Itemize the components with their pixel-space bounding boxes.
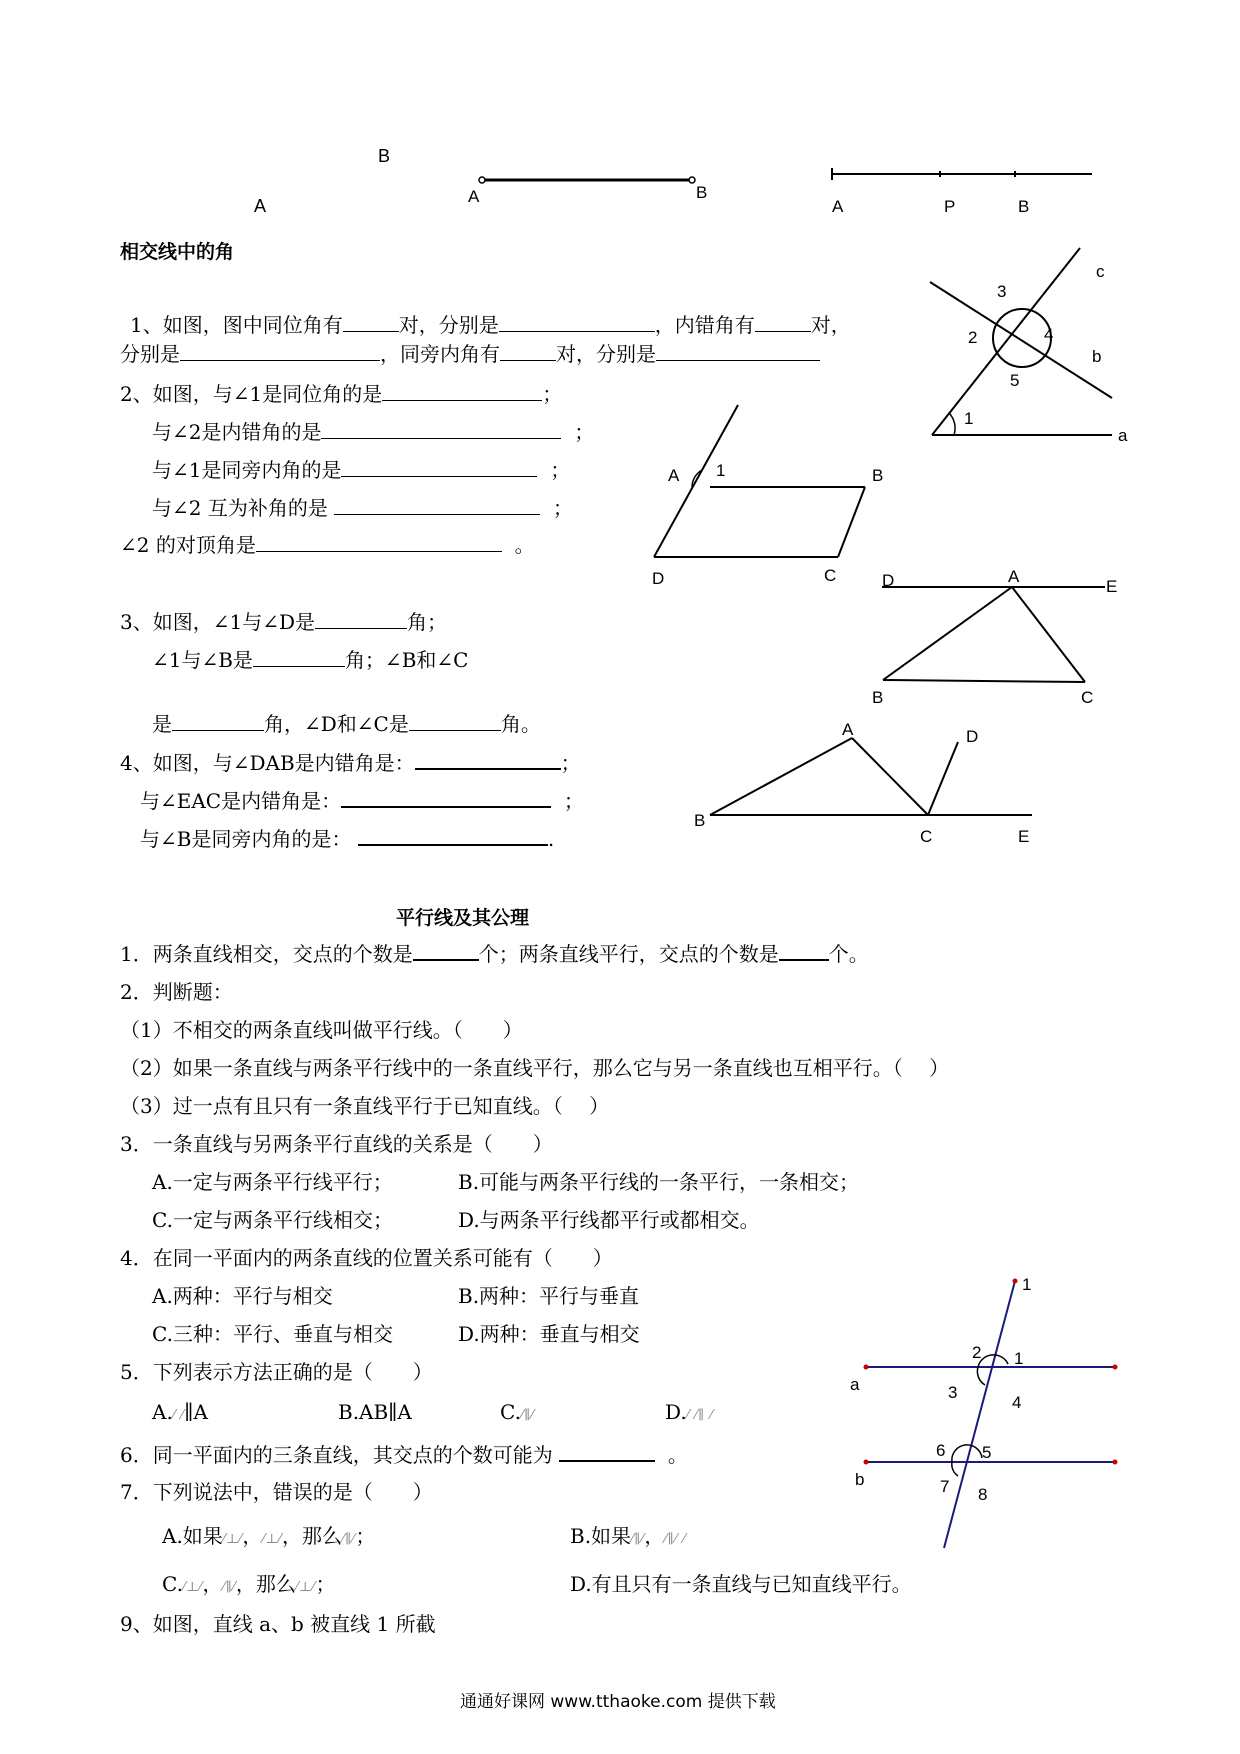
p7-c-text-1: C. xyxy=(162,1572,183,1596)
q3-text-7: 角。 xyxy=(500,712,541,736)
q2-end-4: ； xyxy=(552,496,573,520)
fig3-label-c: C xyxy=(1081,688,1094,707)
p-question-5: 5．下列表示方法正确的是（ ） xyxy=(120,1360,433,1384)
label-a: A xyxy=(254,196,267,216)
line-label-b: B xyxy=(1018,197,1030,216)
p7-a-formula-1: ⁄⊥⁄ xyxy=(222,1532,243,1547)
p1-text-a: 1．两条直线相交，交点的个数是 xyxy=(120,942,413,966)
fig4-label-c: C xyxy=(920,827,933,846)
p5-a-formula-image: ⁄ ⁄ xyxy=(172,1408,185,1423)
p-question-5-option-b[interactable]: B.AB∥A xyxy=(338,1400,412,1424)
segment-label-a: A xyxy=(468,187,480,206)
p7-b-text-2: ， xyxy=(644,1524,665,1548)
q1-text-c: ，内错角有 xyxy=(654,313,755,337)
p1-text-b: 个；两条直线平行，交点的个数是 xyxy=(478,942,779,966)
q3-text-4: 角；∠B和∠C xyxy=(344,648,469,672)
p7-a-text-4: ； xyxy=(355,1524,376,1548)
q4-end-2: ； xyxy=(563,789,584,813)
p1-text-c: 个。 xyxy=(828,942,869,966)
q3-text-3: ∠1与∠B是 xyxy=(152,648,253,672)
p7-a-text-3: ，那么 xyxy=(281,1524,342,1548)
fig3-label-b: B xyxy=(872,688,884,707)
p-question-3-option-a[interactable]: A.一定与两条平行线平行； xyxy=(152,1170,393,1194)
p7-b-text-1: B.如果 xyxy=(570,1524,632,1548)
fig1-label-a: a xyxy=(1118,426,1128,445)
q1-text-f: ，同旁内角有 xyxy=(380,342,500,366)
q4-text-1: 4、如图，与∠DAB是内错角是： xyxy=(120,751,415,775)
line-label-p: P xyxy=(944,197,956,216)
q2-text-2: 与∠2是内错角的是 xyxy=(152,420,322,444)
p-question-3: 3．一条直线与另两条平行直线的关系是（ ） xyxy=(120,1132,553,1156)
fig5-label-a: a xyxy=(850,1375,860,1394)
fig5-angle-8: 8 xyxy=(978,1485,988,1504)
q4-end-3: . xyxy=(547,827,555,851)
q3-text-1: 3、如图，∠1与∠D是 xyxy=(120,610,315,634)
fig1-angle-3: 3 xyxy=(997,282,1007,301)
p7-a-text-1: A.如果 xyxy=(162,1524,223,1548)
fig2-label-c: C xyxy=(824,566,837,585)
p7-c-formula-2: ⁄∥⁄ xyxy=(222,1580,236,1595)
p7-b-formula-1: ⁄∥⁄ xyxy=(631,1532,645,1547)
fig3-label-d: D xyxy=(882,571,895,590)
fig5-angle-2: 2 xyxy=(972,1343,982,1362)
q1-text-g: 对，分别是 xyxy=(556,342,656,366)
section-title-intersecting-angles: 相交线中的角 xyxy=(120,241,235,263)
fig1-angle-2: 2 xyxy=(968,328,978,347)
q2-text-4: 与∠2 互为补角的是 xyxy=(152,496,328,520)
p-question-9: 9、如图，直线 a、b 被直线 1 所截 xyxy=(120,1612,436,1636)
p-question-2-3: （3）过一点有且只有一条直线平行于已知直线。（ ） xyxy=(120,1094,610,1118)
fig1-label-c: c xyxy=(1096,262,1105,281)
fig5-angle-4: 4 xyxy=(1012,1393,1022,1412)
q2-end-1: ； xyxy=(542,382,563,406)
p-question-7: 7．下列说法中，错误的是（ ） xyxy=(120,1480,433,1504)
fig2-label-d: D xyxy=(652,569,665,588)
q3-text-2: 角； xyxy=(407,610,447,634)
q2-end-5: 。 xyxy=(514,533,535,557)
fig5-angle-3: 3 xyxy=(948,1383,958,1402)
p6-text: 6．同一平面内的三条直线，其交点的个数可能为 xyxy=(120,1443,553,1467)
p-question-3-option-b[interactable]: B.可能与两条平行线的一条平行，一条相交； xyxy=(458,1170,860,1194)
fig1-label-b: b xyxy=(1092,347,1102,366)
q4-text-2: 与∠EAC是内错角是： xyxy=(140,789,342,813)
p7-c-text-4: ； xyxy=(315,1572,336,1596)
fig5-angle-6: 6 xyxy=(936,1441,946,1460)
p5-a-tail: ∥A xyxy=(184,1400,208,1424)
p6-end: 。 xyxy=(667,1443,688,1467)
p-question-3-option-c[interactable]: C.一定与两条平行线相交； xyxy=(152,1208,393,1232)
q1-text-b: 对，分别是 xyxy=(398,313,499,337)
p7-c-text-3: ，那么 xyxy=(235,1572,296,1596)
p5-c-label: C. xyxy=(500,1400,521,1424)
p5-d-formula-image: ⁄ ⁄∥ ⁄ xyxy=(686,1408,714,1423)
segment-label-b: B xyxy=(696,183,708,202)
footer-download-note: 通通好课网 www.tthaoke.com 提供下载 xyxy=(460,1692,776,1712)
label-b: B xyxy=(378,146,391,166)
fig1-angle-1: 1 xyxy=(964,409,974,428)
q2-text-5: ∠2 的对顶角是 xyxy=(120,533,256,557)
q1-text-e: 分别是 xyxy=(120,342,180,366)
p-question-3-option-d[interactable]: D.与两条平行线都平行或都相交。 xyxy=(458,1208,760,1232)
q3-text-6: 角，∠D和∠C是 xyxy=(264,712,409,736)
fig4-label-b: B xyxy=(694,811,706,830)
fig1-angle-5: 5 xyxy=(1010,371,1020,390)
fig4-label-e: E xyxy=(1018,827,1030,846)
fig1-angle-4: 4 xyxy=(1044,325,1054,344)
fig5-label-line-1: 1 xyxy=(1022,1275,1032,1294)
q2-end-3: ； xyxy=(550,458,571,482)
fig5-angle-5: 5 xyxy=(982,1443,992,1462)
fig2-label-b: B xyxy=(872,466,884,485)
p-question-4: 4．在同一平面内的两条直线的位置关系可能有（ ） xyxy=(120,1246,613,1270)
p-question-7-option-d[interactable]: D.有且只有一条直线与已知直线平行。 xyxy=(570,1572,912,1596)
p7-c-formula-1: ⁄⊥⁄ xyxy=(182,1580,203,1595)
p7-a-formula-3: ⁄∥⁄ xyxy=(341,1532,356,1547)
p7-c-text-2: ， xyxy=(202,1572,223,1596)
q2-end-2: ； xyxy=(574,420,595,444)
fig5-angle-7: 7 xyxy=(940,1477,950,1496)
p-question-2-1: （1）不相交的两条直线叫做平行线。（ ） xyxy=(120,1018,523,1042)
q4-end-1: ； xyxy=(560,751,581,775)
p7-b-formula-2: ⁄∥⁄ ⁄ xyxy=(664,1532,687,1547)
q3-text-5: 是 xyxy=(152,712,172,736)
q4-text-3: 与∠B是同旁内角的是： xyxy=(140,827,352,851)
q2-text-1: 2、如图，与∠1是同位角的是 xyxy=(120,382,383,406)
p7-c-formula-3: ⁄⊥⁄ xyxy=(295,1580,316,1595)
p-question-7-option-c[interactable] xyxy=(162,1572,335,1600)
p5-c-formula-image: ⁄∥⁄ xyxy=(520,1408,535,1423)
p5-d-label: D. xyxy=(665,1400,687,1424)
fig5-label-b: b xyxy=(855,1470,865,1489)
line-label-a: A xyxy=(832,197,844,216)
p5-a-label: A. xyxy=(152,1400,173,1424)
p7-a-text-2: ， xyxy=(242,1524,263,1548)
p7-a-formula-2: ⁄⊥⁄ xyxy=(262,1532,282,1547)
q1-text-a: 1、如图，图中同位角有 xyxy=(130,313,343,337)
p-question-4-option-b[interactable]: B.两种：平行与垂直 xyxy=(458,1284,640,1308)
q1-text-d: 对， xyxy=(810,313,851,337)
section-title-parallel-lines: 平行线及其公理 xyxy=(396,907,530,929)
fig3-label-e: E xyxy=(1106,577,1118,596)
fig4-label-d: D xyxy=(966,727,979,746)
p-question-2: 2．判断题： xyxy=(120,980,233,1004)
p-question-4-option-c[interactable]: C.三种：平行、垂直与相交 xyxy=(152,1322,393,1346)
p-question-4-option-a[interactable]: A.两种：平行与相交 xyxy=(152,1284,333,1308)
fig3-label-a: A xyxy=(1008,567,1020,586)
fig2-label-a: A xyxy=(668,466,680,485)
fig5-angle-1: 1 xyxy=(1014,1349,1024,1368)
p-question-4-option-d[interactable]: D.两种：垂直与相交 xyxy=(458,1322,640,1346)
q2-text-3: 与∠1是同旁内角的是 xyxy=(152,458,342,482)
fig4-label-a: A xyxy=(842,720,854,739)
p-question-2-2: （2）如果一条直线与两条平行线中的一条直线平行，那么它与另一条直线也互相平行。（ ） xyxy=(120,1056,950,1080)
fig2-angle-1: 1 xyxy=(716,461,726,480)
